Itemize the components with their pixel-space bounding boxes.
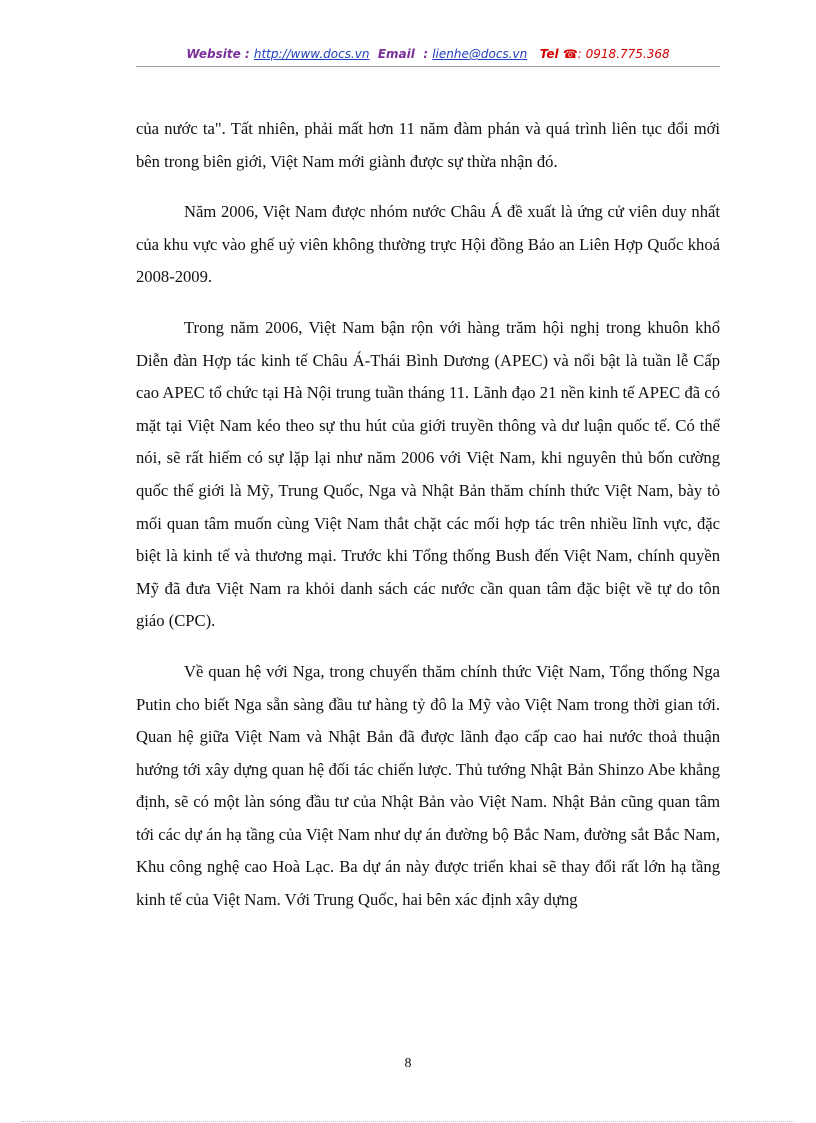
website-label: Website : bbox=[186, 47, 250, 61]
phone-number: : 0918.775.368 bbox=[577, 47, 670, 61]
tel-label: Tel bbox=[539, 47, 559, 61]
page-header bbox=[136, 47, 720, 61]
paragraph-continuation: của nước ta". Tất nhiên, phải mất hơn 11 năm đàm phán và quá trình liên tục đổi mới bên trong biên giới, Việt Nam mới giành được sự thừa nhận đó. bbox=[136, 119, 720, 171]
page-bottom-border bbox=[22, 1121, 794, 1122]
header-divider bbox=[136, 66, 720, 67]
email-label: Email bbox=[377, 47, 415, 61]
website-link[interactable]: http://www.docs.vn bbox=[253, 47, 370, 61]
document-body bbox=[136, 113, 720, 935]
email-link[interactable]: lienhe@docs.vn bbox=[432, 47, 528, 61]
page-number: 8 bbox=[404, 1056, 412, 1071]
email-separator: : bbox=[423, 47, 429, 61]
paragraph-russia-japan-china: Về quan hệ với Nga, trong chuyến thăm chính thức Việt Nam, Tổng thống Nga Putin cho biết Nga sẵn sàng đầu tư hàng tỷ đô la Mỹ vào Việt Nam trong thời gian tới. Quan hệ giữa Việt Nam và Nhật Bản đã được lãnh đạo cấp cao hai nước thoả thuận hướng tới xây dựng quan hệ đối tác chiến lược. Thủ tướng Nhật Bản Shinzo Abe khẳng định, sẽ có một làn sóng đầu tư của Nhật Bản vào Việt Nam. Nhật Bản cũng quan tâm tới các dự án hạ tầng của Việt Nam như dự án đường bộ Bắc Nam, đường sắt Bắc Nam, Khu công nghệ cao Hoà Lạc. Ba dự án này được triển khai sẽ thay đổi rất lớn hạ tầng kinh tế của Việt Nam. Với Trung Quốc, hai bên xác định xây dựng bbox=[136, 661, 720, 910]
paragraph-security-council: Năm 2006, Việt Nam được nhóm nước Châu Á đề xuất là ứng cử viên duy nhất của khu vực vào ghế uỷ viên không thường trực Hội đồng Bảo an Liên Hợp Quốc khoá 2008-2009. bbox=[136, 202, 720, 287]
paragraph-apec-2006: Trong năm 2006, Việt Nam bận rộn với hàng trăm hội nghị trong khuôn khổ Diễn đàn Hợp tác kinh tế Châu Á-Thái Bình Dương (APEC) và nổi bật là tuần lễ Cấp cao APEC tổ chức tại Hà Nội trung tuần tháng 11. Lãnh đạo 21 nền kinh tế APEC đã có mặt tại Việt Nam kéo theo sự thu hút của giới truyền thông và dư luận quốc tế. Có thể nói, sẽ rất hiếm có sự lặp lại như năm 2006 với Việt Nam, khi nguyên thủ bốn cường quốc thế giới là Mỹ, Trung Quốc, Nga và Nhật Bản thăm chính thức Việt Nam, bày tỏ mối quan tâm muốn cùng Việt Nam thắt chặt các mối hợp tác trên nhiều lĩnh vực, đặc biệt là kinh tế và thương mại. Trước khi Tổng thống Bush đến Việt Nam, chính quyền Mỹ đã đưa Việt Nam ra khỏi danh sách các nước cần quan tâm đặc biệt về tự do tôn giáo (CPC). bbox=[136, 317, 720, 631]
phone-icon: ☎ bbox=[562, 47, 578, 61]
